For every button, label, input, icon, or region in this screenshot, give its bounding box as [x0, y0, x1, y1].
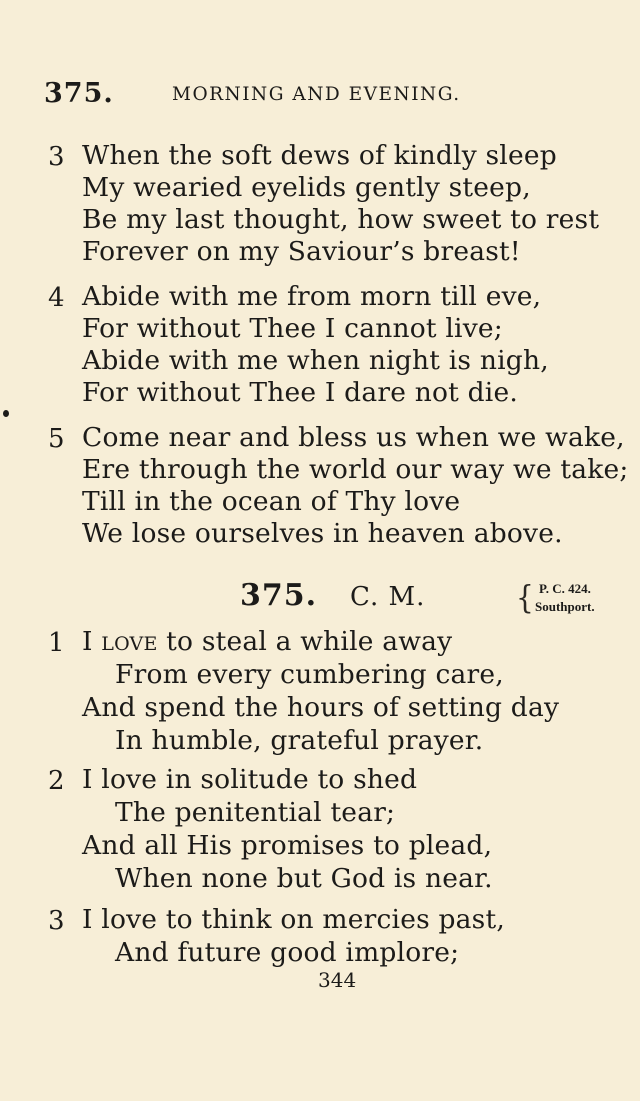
verse-line: We lose ourselves in heaven above. — [82, 518, 563, 549]
verse-number: 4 — [48, 283, 65, 313]
verse-line: Till in the ocean of Thy love — [82, 486, 461, 517]
small-caps-first-word: love — [101, 626, 158, 657]
line-rest: to steal a while away — [157, 626, 453, 657]
verse-number: 3 — [48, 142, 65, 172]
verse-line: Ere through the world our way we take; — [82, 454, 629, 485]
verse-number: 2 — [48, 766, 65, 796]
verse-number: 5 — [48, 424, 65, 454]
verse-line: The penitential tear; — [115, 797, 396, 828]
verse-line: And all His promises to plead, — [82, 830, 493, 861]
running-header-hymn-number: 375. — [44, 78, 114, 109]
verse-line: Abide with me when night is nigh, — [82, 345, 549, 376]
verse-line: For without Thee I dare not die. — [82, 377, 518, 408]
line-prefix: I — [82, 626, 102, 657]
page-number: 344 — [318, 968, 357, 992]
verse-line: When the soft dews of kindly sleep — [82, 140, 557, 171]
verse-line: And spend the hours of setting day — [82, 692, 560, 723]
hymn-meter: C. M. — [350, 582, 426, 612]
verse-line — [82, 626, 452, 657]
verse-number: 3 — [48, 906, 65, 936]
verse-line: And future good implore; — [115, 937, 460, 968]
tune-reference — [535, 580, 595, 616]
tune-ref-collection: P. C. 424. — [539, 581, 591, 596]
verse-line: Abide with me from morn till eve, — [82, 281, 542, 312]
verse-line: From every cumbering care, — [115, 659, 504, 690]
verse-line: I love to think on mercies past, — [82, 904, 505, 935]
tune-brace: { — [516, 578, 534, 617]
verse-line: My wearied eyelids gently steep, — [82, 172, 531, 203]
verse-line: In humble, grateful prayer. — [115, 725, 484, 756]
verse-line: When none but God is near. — [115, 863, 493, 894]
hymn-number: 375. — [240, 578, 318, 613]
verse-line: Come near and bless us when we wake, — [82, 422, 625, 453]
margin-ink-dot — [3, 410, 9, 417]
verse-line: I love in solitude to shed — [82, 764, 418, 795]
tune-ref-name: Southport. — [535, 599, 595, 614]
verse-line: For without Thee I cannot live; — [82, 313, 503, 344]
verse-number: 1 — [48, 628, 65, 658]
running-header-section-title: MORNING AND EVENING. — [172, 84, 461, 105]
verse-line: Forever on my Saviour’s breast! — [82, 236, 521, 267]
verse-line: Be my last thought, how sweet to rest — [82, 204, 600, 235]
